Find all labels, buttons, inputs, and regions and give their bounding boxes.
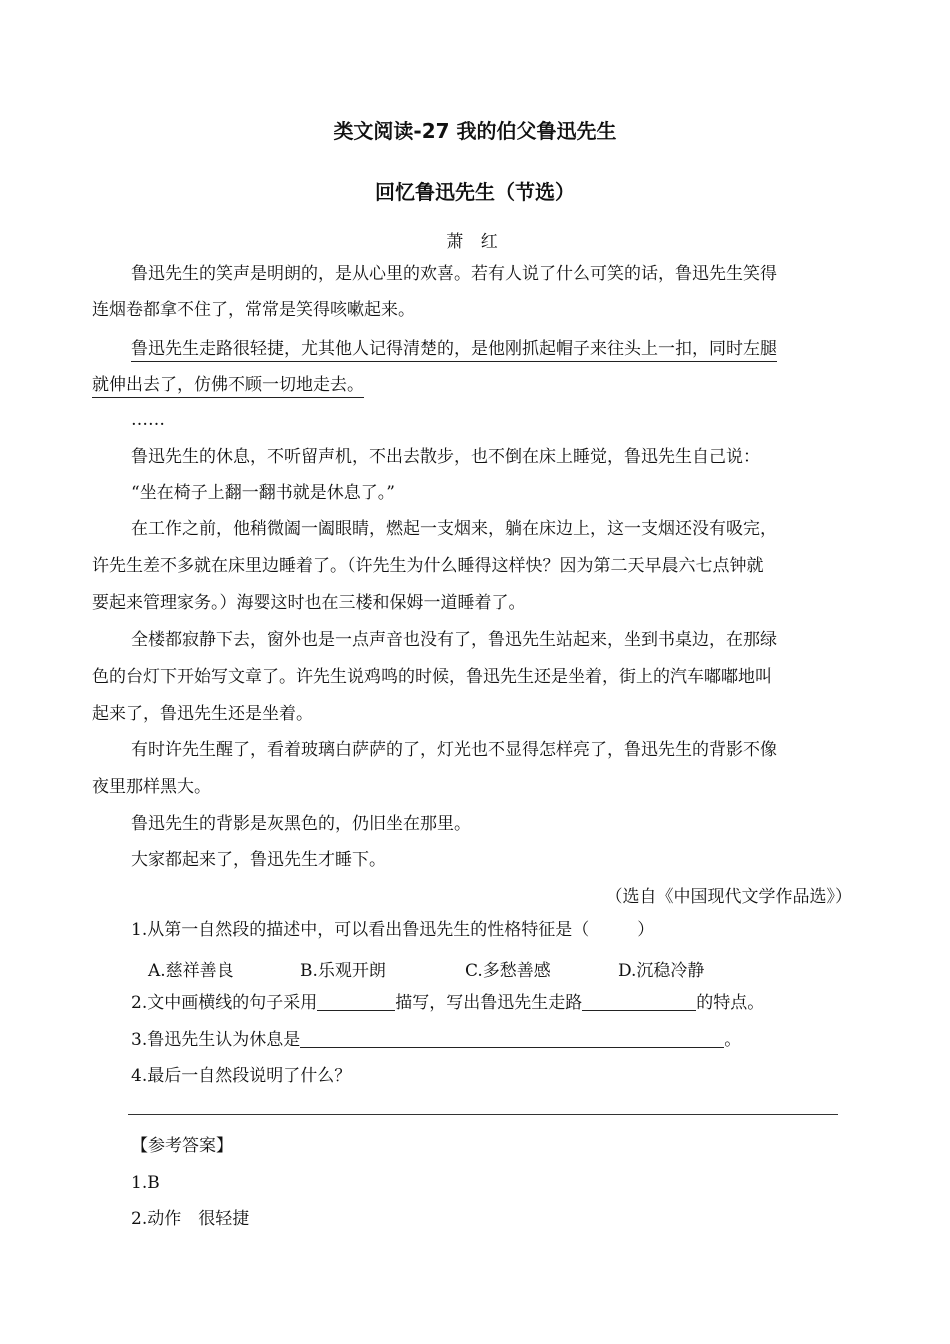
paragraph-5-line-2: 许先生差不多就在床里边睡着了。（许先生为什么睡得这样快？因为第二天早晨六七点钟就 (92, 556, 764, 576)
passage-title: 回忆鲁迅先生（节选） (375, 180, 575, 204)
document-title: 类文阅读-27 我的伯父鲁迅先生 (333, 119, 617, 143)
answer-line[interactable] (128, 1114, 838, 1115)
paragraph-6-line-3: 起来了，鲁迅先生还是坐着。 (92, 704, 313, 724)
paragraph-6-line-2: 色的台灯下开始写文章了。许先生说鸡鸣的时候，鲁迅先生还是坐着，街上的汽车嘟嘟地叫 (92, 667, 772, 687)
answers-header: 【参考答案】 (131, 1136, 233, 1156)
answer-blank[interactable] (317, 993, 395, 1011)
paragraph-7-line-1: 有时许先生醒了，看着玻璃白萨萨的了，灯光也不显得怎样亮了，鲁迅先生的背影不像 (131, 740, 777, 760)
question-1: 1.从第一自然段的描述中，可以看出鲁迅先生的性格特征是（ ） (131, 920, 655, 940)
option-d: D.沉稳冷静 (618, 961, 705, 981)
underlined-sentence-line-2: 就伸出去了，仿佛不顾一切地走去。 (92, 373, 364, 397)
paragraph-7-line-2: 夜里那样黑大。 (92, 777, 211, 797)
paragraph-9: 大家都起来了，鲁迅先生才睡下。 (131, 850, 386, 870)
option-a: A.慈祥善良 (148, 961, 234, 981)
source-citation: （选自《中国现代文学作品选》） (605, 887, 852, 907)
paragraph-6-line-1: 全楼都寂静下去，窗外也是一点声音也没有了，鲁迅先生站起来，坐到书桌边，在那绿 (131, 630, 777, 650)
question-2: 2.文中画横线的句子采用 描写，写出鲁迅先生走路 的特点。 (131, 993, 765, 1013)
paragraph-3: 鲁迅先生的休息，不听留声机，不出去散步，也不倒在床上睡觉，鲁迅先生自己说： (131, 447, 760, 467)
option-c: C.多愁善感 (465, 961, 551, 981)
paragraph-5-line-3: 要起来管理家务。）海婴这时也在三楼和保姆一道睡着了。 (92, 593, 526, 613)
answer-blank[interactable] (582, 993, 696, 1011)
option-b: B.乐观开朗 (300, 961, 386, 981)
ellipsis: …… (131, 410, 165, 430)
paragraph-5-line-1: 在工作之前，他稍微阖一阖眼睛，燃起一支烟来，躺在床边上，这一支烟还没有吸完， (131, 519, 777, 539)
answer-blank[interactable] (300, 1030, 724, 1048)
question-3: 3.鲁迅先生认为休息是 。 (131, 1030, 742, 1050)
paragraph-4-quote: “坐在椅子上翻一翻书就是休息了。” (131, 483, 395, 503)
paragraph-8: 鲁迅先生的背影是灰黑色的，仍旧坐在那里。 (131, 814, 471, 834)
answer-1: 1.B (131, 1173, 160, 1193)
question-4: 4.最后一自然段说明了什么？ (131, 1066, 352, 1086)
author: 萧 红 (446, 232, 504, 252)
answer-2: 2.动作 很轻捷 (131, 1209, 250, 1229)
paragraph-1-line-2: 连烟卷都拿不住了，常常是笑得咳嗽起来。 (92, 300, 415, 320)
underlined-sentence-line-1: 鲁迅先生走路很轻捷，尤其他人记得清楚的，是他刚抓起帽子来往头上一扣，同时左腿 (131, 337, 777, 361)
paragraph-1-line-1: 鲁迅先生的笑声是明朗的，是从心里的欢喜。若有人说了什么可笑的话，鲁迅先生笑得 (131, 264, 777, 284)
